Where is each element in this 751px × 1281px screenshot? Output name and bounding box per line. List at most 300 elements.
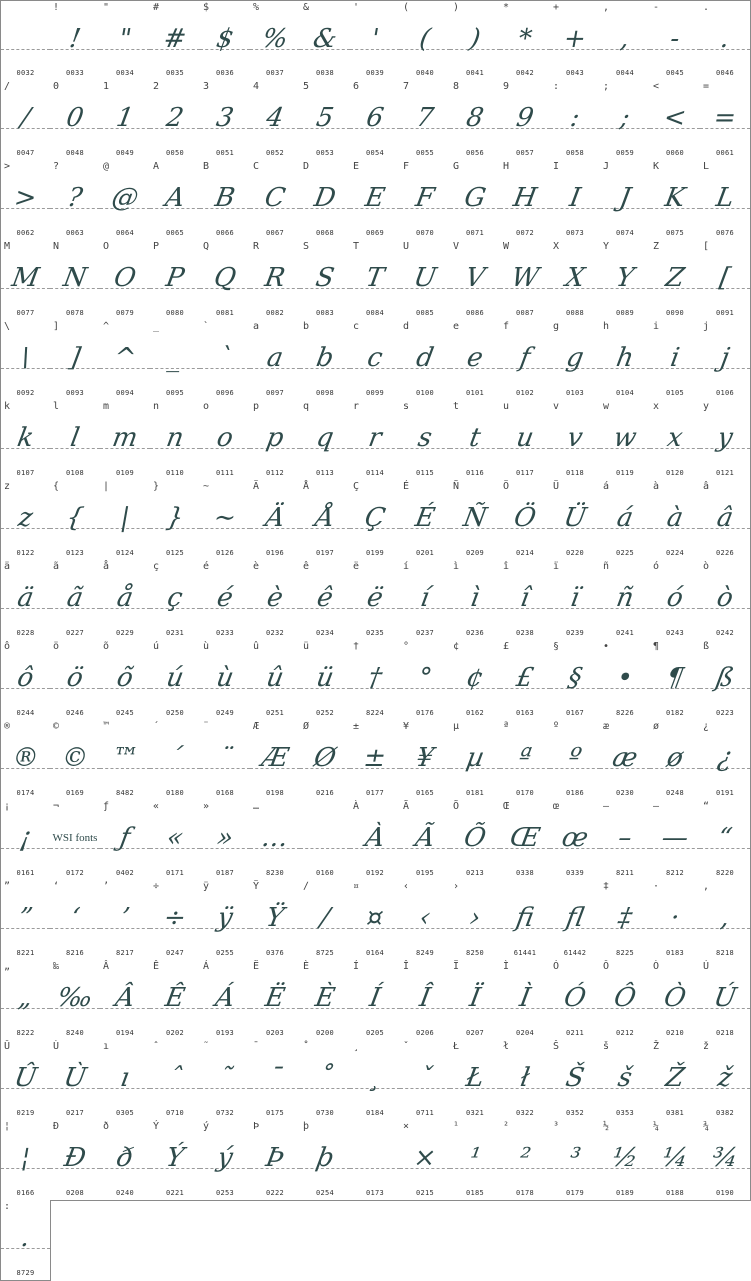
glyph-code: 0125 bbox=[165, 549, 185, 557]
glyph-label: ‡ bbox=[603, 881, 610, 892]
glyph-sample: • bbox=[614, 663, 636, 693]
glyph-label: 9 bbox=[503, 81, 510, 92]
glyph-code: 0242 bbox=[715, 629, 735, 637]
glyph-code: 0172 bbox=[65, 869, 85, 877]
glyph-code: 0104 bbox=[615, 389, 635, 397]
glyph-label: ¾ bbox=[703, 1121, 710, 1132]
glyph-cell bbox=[400, 400, 451, 481]
glyph-label: † bbox=[353, 641, 360, 652]
glyph-sample: à bbox=[664, 503, 686, 533]
glyph-cell bbox=[700, 960, 751, 1041]
glyph-code: 0209 bbox=[465, 549, 485, 557]
glyph-sample: â bbox=[714, 503, 736, 533]
glyph-cell bbox=[600, 1040, 651, 1121]
glyph-sample: Ÿ bbox=[263, 903, 287, 933]
glyph-sample: X bbox=[563, 263, 587, 293]
glyph-sample: ½ bbox=[609, 1143, 641, 1173]
glyph-cell bbox=[50, 560, 101, 641]
glyph-sample: Œ bbox=[507, 823, 543, 853]
glyph-code: 0078 bbox=[65, 309, 85, 317]
glyph-code: 0045 bbox=[665, 69, 685, 77]
glyph-label: ô bbox=[4, 641, 11, 652]
glyph-code: 0064 bbox=[115, 229, 135, 237]
glyph-code: 0053 bbox=[315, 149, 335, 157]
glyph-sample: k bbox=[14, 423, 37, 453]
glyph-cell bbox=[200, 720, 251, 801]
glyph-cell bbox=[450, 400, 501, 481]
glyph-code: 0217 bbox=[65, 1109, 85, 1117]
glyph-sample: ø bbox=[664, 743, 686, 773]
glyph-sample: w bbox=[611, 423, 639, 453]
glyph-sample: © bbox=[59, 743, 91, 773]
glyph-code: 0243 bbox=[665, 629, 685, 637]
glyph-label: , bbox=[603, 2, 610, 13]
glyph-code: 0163 bbox=[515, 709, 535, 717]
glyph-code: 0252 bbox=[315, 709, 335, 717]
glyph-cell bbox=[100, 560, 151, 641]
glyph-label: w bbox=[603, 401, 610, 412]
glyph-label: Œ bbox=[503, 801, 510, 812]
glyph-label: þ bbox=[303, 1121, 310, 1132]
glyph-cell bbox=[150, 1120, 201, 1201]
glyph-label: y bbox=[703, 401, 710, 412]
glyph-label: « bbox=[153, 801, 160, 812]
glyph-sample: ˇ bbox=[415, 1063, 435, 1093]
glyph-code: 0120 bbox=[665, 469, 685, 477]
glyph-cell bbox=[500, 720, 551, 801]
glyph-cell bbox=[0, 80, 51, 161]
glyph-code: 0100 bbox=[415, 389, 435, 397]
glyph-code: 0075 bbox=[665, 229, 685, 237]
glyph-label: Ä bbox=[253, 481, 260, 492]
glyph-cell bbox=[150, 1040, 201, 1121]
glyph-sample: l bbox=[68, 423, 82, 453]
glyph-code: 0178 bbox=[515, 1189, 535, 1197]
glyph-code: 0402 bbox=[115, 869, 135, 877]
glyph-code: 0232 bbox=[265, 629, 285, 637]
glyph-label: ß bbox=[703, 641, 710, 652]
glyph-label: 3 bbox=[203, 81, 210, 92]
glyph-cell bbox=[150, 640, 201, 721]
glyph-cell bbox=[400, 880, 451, 961]
glyph-cell bbox=[400, 720, 451, 801]
glyph-sample: z bbox=[15, 503, 35, 533]
glyph-cell bbox=[650, 0, 701, 81]
glyph-label: ù bbox=[203, 641, 210, 652]
glyph-code: 0102 bbox=[515, 389, 535, 397]
glyph-cell bbox=[650, 720, 701, 801]
glyph-sample: & bbox=[310, 24, 340, 54]
glyph-cell bbox=[250, 880, 301, 961]
glyph-cell bbox=[450, 240, 501, 321]
glyph-label: Á bbox=[203, 961, 210, 972]
glyph-sample: [ bbox=[717, 263, 733, 293]
glyph-sample: $ bbox=[214, 24, 236, 54]
glyph-sample: + bbox=[561, 24, 589, 54]
glyph-sample bbox=[0, 19, 51, 59]
glyph-sample: ] bbox=[67, 343, 83, 373]
glyph-cell bbox=[300, 1040, 351, 1121]
glyph-code: 0189 bbox=[615, 1189, 635, 1197]
glyph-cell bbox=[200, 160, 251, 241]
glyph-label: U bbox=[403, 241, 410, 252]
glyph-code: 0072 bbox=[515, 229, 535, 237]
glyph-label: Y bbox=[603, 241, 610, 252]
glyph-cell bbox=[500, 1040, 551, 1121]
glyph-label: ð bbox=[103, 1121, 110, 1132]
glyph-sample: 8 bbox=[464, 103, 486, 133]
glyph-cell bbox=[450, 160, 501, 241]
glyph-code: 0114 bbox=[365, 469, 385, 477]
glyph-code: 0223 bbox=[715, 709, 735, 717]
glyph-sample: fi bbox=[513, 903, 537, 933]
glyph-sample: ÿ bbox=[214, 903, 235, 933]
glyph-label: š bbox=[603, 1041, 610, 1052]
glyph-sample: r bbox=[366, 423, 384, 453]
glyph-cell bbox=[200, 80, 251, 161]
glyph-sample: ‚ bbox=[718, 903, 732, 933]
glyph-cell bbox=[150, 880, 201, 961]
glyph-label: / bbox=[4, 81, 11, 92]
glyph-code: 0062 bbox=[16, 229, 35, 237]
glyph-cell bbox=[550, 0, 601, 81]
glyph-cell bbox=[250, 320, 301, 401]
glyph-sample: 2 bbox=[164, 103, 186, 133]
glyph-cell bbox=[150, 800, 201, 881]
glyph-code: 0067 bbox=[265, 229, 285, 237]
glyph-label: 6 bbox=[353, 81, 360, 92]
glyph-cell bbox=[250, 1120, 301, 1201]
glyph-label: ½ bbox=[603, 1121, 610, 1132]
glyph-label: ò bbox=[703, 561, 710, 572]
glyph-code: 0184 bbox=[365, 1109, 385, 1117]
glyph-cell bbox=[700, 400, 751, 481]
glyph-sample: Ï bbox=[467, 983, 483, 1013]
glyph-cell bbox=[50, 720, 101, 801]
glyph-label: ˜ bbox=[203, 1041, 210, 1052]
glyph-label: — bbox=[653, 801, 660, 812]
glyph-cell bbox=[150, 0, 201, 81]
glyph-code: 0088 bbox=[565, 309, 585, 317]
glyph-cell bbox=[200, 1040, 251, 1121]
glyph-code: 0244 bbox=[16, 709, 35, 717]
glyph-label: ì bbox=[453, 561, 460, 572]
glyph-label: | bbox=[103, 481, 110, 492]
glyph-code: 0192 bbox=[365, 869, 385, 877]
glyph-cell bbox=[100, 240, 151, 321]
glyph-sample: ¥ bbox=[414, 743, 436, 773]
glyph-label: Q bbox=[203, 241, 210, 252]
glyph-code: 0057 bbox=[515, 149, 535, 157]
glyph-label: Ó bbox=[553, 961, 560, 972]
glyph-code: 0203 bbox=[265, 1029, 285, 1037]
glyph-sample: n bbox=[163, 423, 187, 453]
glyph-label: _ bbox=[153, 321, 160, 332]
glyph-cell bbox=[450, 1120, 501, 1201]
glyph-label: ` bbox=[203, 321, 210, 332]
glyph-code: 0182 bbox=[665, 709, 685, 717]
glyph-cell bbox=[550, 320, 601, 401]
glyph-code: 0215 bbox=[415, 1189, 435, 1197]
glyph-code: 0353 bbox=[615, 1109, 635, 1117]
glyph-cell bbox=[650, 1120, 701, 1201]
glyph-code: 0087 bbox=[515, 309, 535, 317]
glyph-sample: Ó bbox=[561, 983, 589, 1013]
glyph-label: X bbox=[553, 241, 560, 252]
glyph-cell bbox=[0, 400, 51, 481]
glyph-code: 0066 bbox=[215, 229, 235, 237]
glyph-label: µ bbox=[453, 721, 460, 732]
glyph-label: ¡ bbox=[4, 801, 11, 812]
glyph-cell bbox=[350, 400, 401, 481]
glyph-code: 0231 bbox=[165, 629, 185, 637]
glyph-sample: ë bbox=[364, 583, 386, 613]
glyph-label: s bbox=[403, 401, 410, 412]
glyph-sample: 9 bbox=[514, 103, 536, 133]
glyph-code: 0175 bbox=[265, 1109, 285, 1117]
glyph-sample: . bbox=[18, 1223, 33, 1253]
glyph-cell bbox=[0, 720, 51, 801]
glyph-cell bbox=[700, 240, 751, 321]
glyph-cell bbox=[150, 240, 201, 321]
glyph-code: 0070 bbox=[415, 229, 435, 237]
glyph-cell bbox=[150, 320, 201, 401]
glyph-cell bbox=[200, 800, 251, 881]
glyph-sample: ¯ bbox=[265, 1063, 285, 1093]
glyph-code: 0036 bbox=[215, 69, 235, 77]
glyph-label: ˆ bbox=[153, 1041, 160, 1052]
glyph-cell bbox=[300, 240, 351, 321]
glyph-cell bbox=[250, 160, 301, 241]
glyph-label: Ê bbox=[153, 961, 160, 972]
glyph-sample: m bbox=[110, 423, 140, 453]
glyph-cell bbox=[650, 480, 701, 561]
glyph-sample: ç bbox=[165, 583, 185, 613]
glyph-label: ý bbox=[203, 1121, 210, 1132]
glyph-cell bbox=[50, 80, 101, 161]
glyph-cell bbox=[650, 400, 701, 481]
glyph-sample: £ bbox=[514, 663, 536, 693]
glyph-label: H bbox=[503, 161, 510, 172]
glyph-cell bbox=[50, 640, 101, 721]
glyph-cell bbox=[500, 640, 551, 721]
glyph-cell bbox=[400, 960, 451, 1041]
glyph-cell bbox=[650, 800, 701, 881]
glyph-label: Ÿ bbox=[253, 881, 260, 892]
glyph-label: k bbox=[4, 401, 11, 412]
glyph-code: 0116 bbox=[465, 469, 485, 477]
glyph-sample: ã bbox=[64, 583, 86, 613]
glyph-code: 0204 bbox=[515, 1029, 535, 1037]
glyph-sample: Z bbox=[663, 263, 687, 293]
glyph-code: 0076 bbox=[715, 229, 735, 237]
glyph-sample: è bbox=[264, 583, 286, 613]
glyph-sample: É bbox=[412, 503, 438, 533]
glyph-label: M bbox=[4, 241, 11, 252]
glyph-label: ^ bbox=[103, 321, 110, 332]
glyph-code: 0105 bbox=[665, 389, 685, 397]
glyph-code: 0079 bbox=[115, 309, 135, 317]
glyph-code: 0247 bbox=[165, 949, 185, 957]
glyph-label: ¤ bbox=[353, 881, 360, 892]
glyph-label: G bbox=[453, 161, 460, 172]
glyph-cell bbox=[0, 880, 51, 961]
glyph-label: ‚ bbox=[703, 881, 710, 892]
glyph-cell bbox=[100, 480, 151, 561]
glyph-code: 0196 bbox=[265, 549, 285, 557]
glyph-cell bbox=[100, 400, 151, 481]
glyph-label: Þ bbox=[253, 1121, 260, 1132]
glyph-label: Â bbox=[103, 961, 110, 972]
glyph-cell bbox=[650, 160, 701, 241]
glyph-sample: á bbox=[614, 503, 636, 533]
glyph-code: 0248 bbox=[665, 789, 685, 797]
glyph-sample bbox=[350, 1138, 401, 1178]
glyph-cell bbox=[100, 160, 151, 241]
glyph-label: # bbox=[153, 2, 160, 13]
glyph-cell bbox=[550, 80, 601, 161]
glyph-sample: · bbox=[668, 903, 682, 933]
glyph-sample: Ö bbox=[511, 503, 539, 533]
glyph-sample: 3 bbox=[214, 103, 236, 133]
glyph-label: i bbox=[653, 321, 660, 332]
glyph-sample: ^ bbox=[111, 343, 139, 373]
glyph-cell bbox=[500, 320, 551, 401]
glyph-code: 0032 bbox=[16, 69, 35, 77]
glyph-sample: ò bbox=[714, 583, 736, 613]
glyph-cell bbox=[50, 320, 101, 401]
glyph-code: 0322 bbox=[515, 1109, 535, 1117]
glyph-cell bbox=[700, 320, 751, 401]
glyph-cell bbox=[0, 320, 51, 401]
glyph-label: é bbox=[203, 561, 210, 572]
glyph-label: í bbox=[403, 561, 410, 572]
glyph-label: º bbox=[553, 721, 560, 732]
glyph-code: 8725 bbox=[315, 949, 335, 957]
glyph-cell bbox=[700, 1040, 751, 1121]
glyph-label: ∕ bbox=[303, 881, 310, 892]
glyph-sample: › bbox=[467, 903, 483, 933]
glyph-label: < bbox=[653, 81, 660, 92]
glyph-cell bbox=[700, 720, 751, 801]
glyph-label: ; bbox=[603, 81, 610, 92]
glyph-sample: ’ bbox=[118, 903, 132, 933]
glyph-cell bbox=[50, 960, 101, 1041]
glyph-code: 0228 bbox=[16, 629, 35, 637]
glyph-cell bbox=[550, 240, 601, 321]
glyph-cell bbox=[200, 0, 251, 81]
glyph-label: Ç bbox=[353, 481, 360, 492]
glyph-sample: “ bbox=[715, 823, 735, 853]
glyph-code: 0090 bbox=[665, 309, 685, 317]
glyph-code: 0230 bbox=[615, 789, 635, 797]
glyph-label: ä bbox=[4, 561, 11, 572]
glyph-label: a bbox=[253, 321, 260, 332]
glyph-code: 0162 bbox=[465, 709, 485, 717]
glyph-cell bbox=[450, 800, 501, 881]
glyph-sample: ê bbox=[314, 583, 336, 613]
glyph-code: 0040 bbox=[415, 69, 435, 77]
glyph-label: o bbox=[203, 401, 210, 412]
glyph-code: 0089 bbox=[615, 309, 635, 317]
glyph-sample: # bbox=[161, 24, 189, 54]
glyph-cell bbox=[550, 160, 601, 241]
glyph-sample: ¼ bbox=[659, 1143, 691, 1173]
glyph-sample: t bbox=[467, 423, 483, 453]
glyph-label: ¯ bbox=[253, 1041, 260, 1052]
glyph-code: 0109 bbox=[115, 469, 135, 477]
glyph-cell bbox=[100, 880, 151, 961]
glyph-sample: _ bbox=[165, 343, 185, 373]
glyph-sample: K bbox=[662, 183, 688, 213]
glyph-cell bbox=[0, 240, 51, 321]
glyph-cell bbox=[450, 720, 501, 801]
glyph-sample: Õ bbox=[461, 823, 489, 853]
glyph-code: 0206 bbox=[415, 1029, 435, 1037]
glyph-sample: e bbox=[464, 343, 486, 373]
glyph-sample: , bbox=[618, 24, 632, 54]
glyph-sample: Ł bbox=[463, 1063, 487, 1093]
glyph-code: 0167 bbox=[565, 709, 585, 717]
glyph-label: 7 bbox=[403, 81, 410, 92]
glyph-code: 0035 bbox=[165, 69, 185, 77]
glyph-sample: Þ bbox=[263, 1143, 287, 1173]
glyph-label: : bbox=[553, 81, 560, 92]
glyph-cell bbox=[250, 800, 301, 881]
glyph-code: 0099 bbox=[365, 389, 385, 397]
glyph-code: 0107 bbox=[16, 469, 35, 477]
glyph-cell bbox=[150, 400, 201, 481]
glyph-sample: ł bbox=[518, 1063, 532, 1093]
glyph-label: b bbox=[303, 321, 310, 332]
glyph-cell bbox=[50, 1040, 101, 1121]
glyph-cell bbox=[550, 1040, 601, 1121]
glyph-code: 0224 bbox=[665, 549, 685, 557]
glyph-sample: : bbox=[567, 103, 583, 133]
glyph-label: - bbox=[653, 2, 660, 13]
glyph-code: 0202 bbox=[165, 1029, 185, 1037]
glyph-label: T bbox=[353, 241, 360, 252]
glyph-code: 0112 bbox=[265, 469, 285, 477]
glyph-code: 0233 bbox=[215, 629, 235, 637]
glyph-label: “ bbox=[703, 801, 710, 812]
glyph-cell bbox=[650, 1040, 701, 1121]
glyph-label: ¦ bbox=[4, 1121, 11, 1132]
glyph-code: 0115 bbox=[415, 469, 435, 477]
glyph-label: K bbox=[653, 161, 660, 172]
glyph-cell bbox=[700, 1120, 751, 1201]
glyph-label: j bbox=[703, 321, 710, 332]
glyph-code: 0080 bbox=[165, 309, 185, 317]
glyph-cell bbox=[500, 80, 551, 161]
glyph-cell bbox=[350, 80, 401, 161]
glyph-code: 0188 bbox=[665, 1189, 685, 1197]
glyph-cell bbox=[600, 960, 651, 1041]
glyph-cell bbox=[300, 720, 351, 801]
glyph-sample: ª bbox=[516, 743, 534, 773]
glyph-sample: š bbox=[615, 1063, 635, 1093]
glyph-sample: Å bbox=[312, 503, 338, 533]
glyph-code: 0069 bbox=[365, 229, 385, 237]
glyph-cell bbox=[250, 1040, 301, 1121]
glyph-code: 0054 bbox=[365, 149, 385, 157]
glyph-label: ° bbox=[403, 641, 410, 652]
glyph-sample bbox=[300, 818, 351, 858]
glyph-code: 0058 bbox=[565, 149, 585, 157]
glyph-label: ÷ bbox=[153, 881, 160, 892]
glyph-code: 0216 bbox=[315, 789, 335, 797]
glyph-sample: ¦ bbox=[18, 1143, 33, 1173]
